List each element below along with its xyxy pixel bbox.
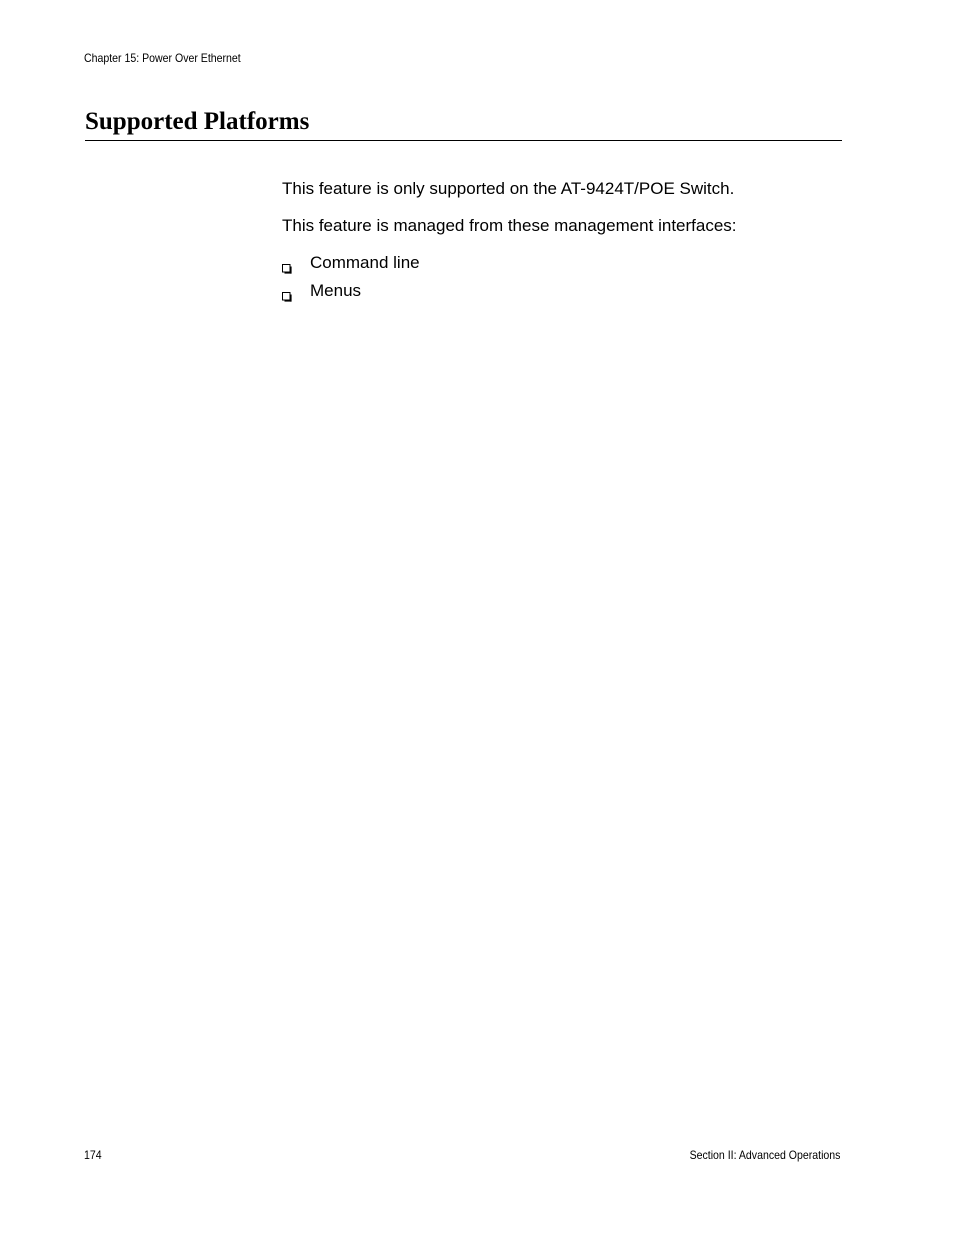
list-item-label: Menus xyxy=(310,281,362,300)
checkbox-bullet-icon xyxy=(282,287,292,297)
checkbox-bullet-icon xyxy=(282,259,292,269)
running-header: Chapter 15: Power Over Ethernet xyxy=(84,51,241,65)
section-title: Supported Platforms xyxy=(85,108,310,135)
paragraph-supported-switch: This feature is only supported on the AT-9424T/POE Switch. xyxy=(282,179,735,198)
page-number: 174 xyxy=(84,1148,102,1162)
running-footer: Section II: Advanced Operations xyxy=(689,1148,840,1162)
title-rule xyxy=(85,140,842,141)
list-item-label: Command line xyxy=(310,253,420,272)
paragraph-management-interfaces: This feature is managed from these management interfaces: xyxy=(282,216,737,235)
